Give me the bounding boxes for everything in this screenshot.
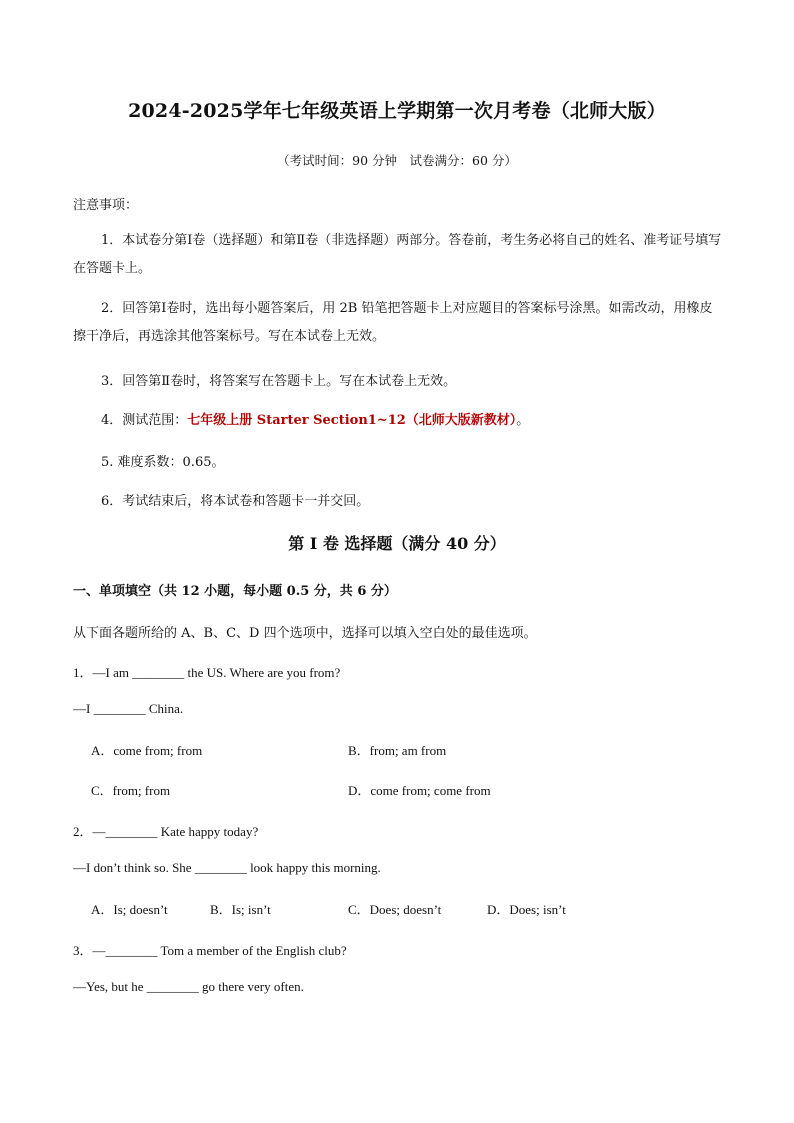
- part-instruction: 从下面各题所给的 A、B、C、D 四个选项中，选择可以填入空白处的最佳选项。: [73, 626, 537, 641]
- note-item-2: 2．回答第Ⅰ卷时，选出每小题答案后，用 2B 铅笔把答题卡上对应题目的答案标号涂黑。如需改动，用橡皮擦干净后，再选涂其他答案标号。写在本试卷上无效。: [73, 301, 713, 344]
- question-1-stem: 1．—I am ________ the US. Where are you from?: [73, 665, 341, 680]
- question-1-option-c: C．from; from: [91, 783, 171, 798]
- question-1-reply: —I ________ China.: [73, 701, 184, 716]
- question-3-reply: —Yes, but he ________ go there very often.: [73, 979, 304, 994]
- section-heading: 第 I 卷 选择题（满分 40 分）: [288, 534, 506, 553]
- exam-title: 2024-2025学年七年级英语上学期第一次月考卷（北师大版）: [128, 100, 666, 122]
- note-item-6: 6．考试结束后，将本试卷和答题卡一并交回。: [101, 494, 370, 509]
- note-item-4-suffix: 。: [516, 413, 530, 428]
- note-item-4-prefix: 4．测试范围：: [101, 413, 188, 428]
- note-item-5: 5. 难度系数：0.65。: [101, 455, 225, 470]
- notes-heading: 注意事项：: [73, 198, 139, 213]
- question-1-option-d: D．come from; come from: [348, 783, 491, 798]
- question-1-option-a: A．come from; from: [91, 743, 203, 758]
- question-2-stem: 2．—________ Kate happy today?: [73, 824, 259, 839]
- question-3-stem: 3．—________ Tom a member of the English club?: [73, 943, 347, 958]
- exam-subtitle: （考试时间：90 分钟 试卷满分：60 分）: [277, 153, 517, 168]
- test-scope: 七年级上册 Starter Section1~12（北师大版新教材）: [187, 413, 517, 428]
- part-heading: 一、单项填空（共 12 小题，每小题 0.5 分，共 6 分）: [73, 584, 397, 599]
- question-2-option-a: A．Is; doesn’t: [91, 902, 168, 917]
- note-item-4: [101, 409, 529, 428]
- question-2-option-b: B．Is; isn’t: [210, 902, 271, 917]
- note-item-3: 3．回答第Ⅱ卷时，将答案写在答题卡上。写在本试卷上无效。: [101, 374, 457, 389]
- note-item-1: 1．本试卷分第Ⅰ卷（选择题）和第Ⅱ卷（非选择题）两部分。答卷前，考生务必将自己的姓名、准考证号填写在答题卡上。: [73, 233, 722, 276]
- question-2-option-c: C．Does; doesn’t: [348, 902, 442, 917]
- question-2-option-d: D．Does; isn’t: [487, 902, 566, 917]
- question-2-reply: —I don’t think so. She ________ look happy this morning.: [73, 860, 381, 875]
- question-1-option-b: B．from; am from: [348, 743, 447, 758]
